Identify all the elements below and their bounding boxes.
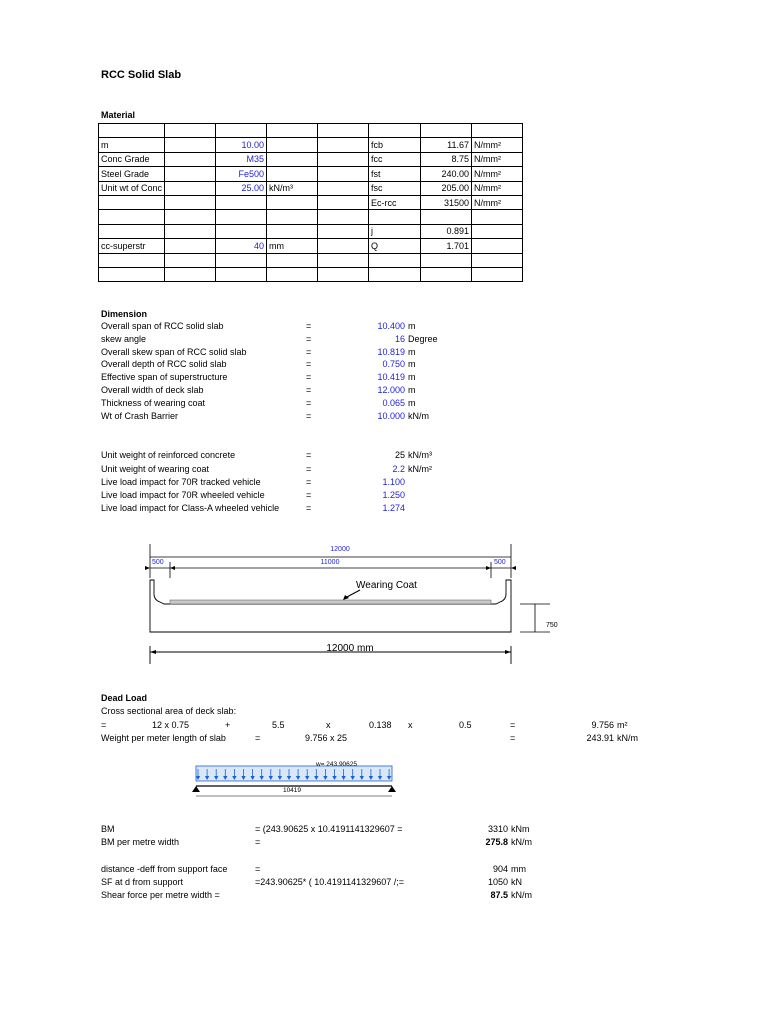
- material-cell: j: [369, 224, 421, 238]
- material-cell: [99, 253, 165, 267]
- material-cell: [472, 267, 523, 281]
- material-cell: Q: [369, 239, 421, 253]
- left-edge-label: 500: [152, 559, 164, 566]
- material-cell: [165, 152, 216, 166]
- material-cell: kN/m³: [267, 181, 318, 195]
- area-row-cell: =: [510, 720, 516, 730]
- material-cell: [318, 253, 369, 267]
- material-cell: [267, 224, 318, 238]
- area-row-cell: 0.138: [369, 720, 392, 730]
- material-cell: [267, 124, 318, 138]
- dimension-value: 10.419: [377, 372, 405, 383]
- material-cell: 240.00: [421, 167, 472, 181]
- material-cell: [472, 239, 523, 253]
- dimension-label: Effective span of superstructure: [101, 372, 228, 383]
- material-cell: fcc: [369, 152, 421, 166]
- material-cell: [267, 195, 318, 209]
- result-label: distance -deff from support face: [101, 864, 228, 874]
- dimension-value: 10.819: [377, 346, 405, 357]
- dimension-label: Overall span of RCC solid slab: [101, 321, 224, 331]
- material-cell: [267, 267, 318, 281]
- dimension-heading: Dimension: [101, 309, 148, 319]
- unit-weight-unit: kN/m³: [408, 450, 432, 460]
- unit-weight-value: 1.100: [382, 477, 405, 487]
- material-cell: [318, 124, 369, 138]
- material-cell: N/mm²: [472, 138, 523, 152]
- area-row-cell: 9.756: [591, 720, 614, 730]
- material-cell: [216, 195, 267, 209]
- page-title: RCC Solid Slab: [101, 69, 182, 81]
- material-cell: Conc Grade: [99, 152, 165, 166]
- material-cell: [421, 253, 472, 267]
- material-cell: [267, 152, 318, 166]
- material-cell: N/mm²: [472, 152, 523, 166]
- dimension-label: skew angle: [101, 333, 147, 344]
- dead-load-heading: Dead Load: [101, 693, 148, 703]
- unit-weight-eq: =: [306, 503, 312, 513]
- material-cell: [165, 210, 216, 224]
- dimension-value: 12.000: [377, 385, 405, 395]
- area-row-cell: 12 x 0.75: [152, 720, 190, 730]
- material-cell: 0.891: [421, 224, 472, 238]
- unit-weight-label: Live load impact for 70R tracked vehicle: [101, 477, 261, 487]
- material-table: [98, 123, 523, 282]
- material-cell: m: [99, 138, 165, 152]
- material-cell: 10.00: [216, 138, 267, 152]
- unit-weight-value: 25: [394, 450, 405, 460]
- area-row-cell: 0.5: [459, 720, 472, 730]
- weight-row-label: Weight per meter length of slab: [101, 733, 226, 743]
- unit-weight-value: 1.274: [382, 503, 405, 513]
- material-row: [99, 253, 523, 267]
- dimension-eq: =: [306, 372, 312, 383]
- dimension-eq: =: [306, 359, 312, 370]
- right-edge-label: 500: [494, 559, 506, 566]
- material-cell: [267, 210, 318, 224]
- material-cell: fcb: [369, 138, 421, 152]
- material-cell: [318, 224, 369, 238]
- material-cell: 8.75: [421, 152, 472, 166]
- material-cell: N/mm²: [472, 181, 523, 195]
- dimension-unit: Degree: [408, 333, 438, 344]
- material-cell: 31500: [421, 195, 472, 209]
- unit-weight-eq: =: [306, 464, 312, 474]
- material-cell: [165, 267, 216, 281]
- result-label: SF at d from support: [101, 877, 184, 887]
- unit-weight-value: 2.2: [392, 464, 405, 474]
- material-cell: [267, 138, 318, 152]
- material-row: [99, 239, 523, 253]
- result-value: 87.5: [490, 890, 508, 900]
- material-cell: [165, 167, 216, 181]
- result-value: 904: [492, 864, 508, 874]
- material-cell: [318, 267, 369, 281]
- dimension-eq: =: [306, 410, 312, 421]
- weight-row-eq2: =: [510, 733, 516, 743]
- dimension-eq: =: [306, 346, 312, 357]
- depth-label: 750: [546, 622, 558, 629]
- result-value: 275.8: [485, 837, 508, 847]
- material-cell: [421, 210, 472, 224]
- weight-row-expr: 9.756 x 25: [305, 733, 348, 743]
- dimension-unit: m: [408, 321, 416, 331]
- dimension-unit: m: [408, 346, 416, 357]
- material-row: [99, 124, 523, 138]
- dimension-label: Overall depth of RCC solid slab: [101, 359, 227, 370]
- material-cell: [267, 253, 318, 267]
- material-cell: [472, 124, 523, 138]
- material-cell: [318, 210, 369, 224]
- material-cell: [216, 253, 267, 267]
- span-label: 10419: [282, 787, 302, 794]
- material-cell: [318, 167, 369, 181]
- material-row: [99, 195, 523, 209]
- material-cell: Fe500: [216, 167, 267, 181]
- result-unit: kN/m: [511, 890, 532, 900]
- material-cell: [165, 181, 216, 195]
- material-cell: 205.00: [421, 181, 472, 195]
- material-cell: fst: [369, 167, 421, 181]
- dimension-value: 10.400: [377, 321, 405, 331]
- material-cell: [165, 239, 216, 253]
- material-cell: [318, 239, 369, 253]
- material-cell: [369, 253, 421, 267]
- material-row: [99, 181, 523, 195]
- area-row-cell: 5.5: [272, 720, 285, 730]
- unit-weight-label: Live load impact for 70R wheeled vehicle: [101, 490, 265, 500]
- area-row-cell: x: [326, 720, 331, 730]
- wearing-coat-layer: [170, 600, 491, 604]
- result-value: 1050: [487, 877, 508, 887]
- deck-section-figure: [140, 538, 570, 668]
- dimension-value: 0.065: [382, 397, 405, 408]
- material-cell: [369, 210, 421, 224]
- material-cell: [472, 210, 523, 224]
- material-cell: [216, 210, 267, 224]
- material-cell: [421, 267, 472, 281]
- dimension-value: 0.750: [382, 359, 405, 370]
- result-unit: kNm: [511, 824, 530, 834]
- material-cell: N/mm²: [472, 195, 523, 209]
- material-cell: Unit wt of Conc: [99, 181, 165, 195]
- material-cell: [369, 267, 421, 281]
- material-cell: [369, 124, 421, 138]
- unit-weight-eq: =: [306, 490, 312, 500]
- material-cell: [472, 224, 523, 238]
- material-cell: [318, 195, 369, 209]
- material-cell: fsc: [369, 181, 421, 195]
- result-value: 3310: [487, 824, 508, 834]
- area-row-cell: m²: [617, 720, 628, 730]
- area-label: Cross sectional area of deck slab:: [101, 706, 237, 716]
- material-cell: [165, 138, 216, 152]
- dimension-unit: m: [408, 397, 416, 408]
- dimension-unit: m: [408, 385, 416, 395]
- material-row: [99, 138, 523, 152]
- material-row: [99, 224, 523, 238]
- material-cell: [267, 167, 318, 181]
- unit-weight-label: Live load impact for Class-A wheeled vehicle: [101, 503, 280, 513]
- material-cell: [318, 181, 369, 195]
- material-cell: [216, 224, 267, 238]
- material-cell: [99, 267, 165, 281]
- total-width-label: 12000: [330, 546, 350, 553]
- material-cell: [318, 138, 369, 152]
- area-row-cell: x: [408, 720, 413, 730]
- dimension-value: 16: [394, 333, 405, 344]
- material-cell: cc-superstr: [99, 239, 165, 253]
- area-row-cell: +: [225, 720, 231, 730]
- dimension-unit: kN/m: [408, 410, 429, 421]
- dimension-label: Wt of Crash Barrier: [101, 410, 179, 421]
- unit-weight-unit: kN/m²: [408, 464, 432, 474]
- material-cell: [472, 253, 523, 267]
- material-cell: 1.701: [421, 239, 472, 253]
- result-label: BM per metre width: [101, 837, 180, 847]
- material-cell: M35: [216, 152, 267, 166]
- material-cell: mm: [267, 239, 318, 253]
- material-cell: [99, 124, 165, 138]
- result-expr: =243.90625* ( 10.4191141329607 /;=: [255, 877, 404, 887]
- material-row: [99, 210, 523, 224]
- material-cell: [99, 224, 165, 238]
- dimension-eq: =: [306, 321, 312, 331]
- material-cell: Steel Grade: [99, 167, 165, 181]
- weight-row-eq: =: [255, 733, 261, 743]
- material-cell: [216, 267, 267, 281]
- unit-weight-label: Unit weight of wearing coat: [101, 464, 210, 474]
- bottom-width-label: 12000 mm: [326, 643, 374, 654]
- dimension-eq: =: [306, 385, 312, 395]
- dimension-label: Overall skew span of RCC solid slab: [101, 346, 247, 357]
- material-cell: [99, 195, 165, 209]
- material-cell: [318, 152, 369, 166]
- result-unit: mm: [511, 864, 526, 874]
- inner-width-label: 11000: [320, 559, 340, 566]
- material-cell: 25.00: [216, 181, 267, 195]
- result-expr: =: [255, 837, 261, 847]
- material-cell: 11.67: [421, 138, 472, 152]
- material-cell: Ec-rcc: [369, 195, 421, 209]
- material-cell: N/mm²: [472, 167, 523, 181]
- unit-weight-value: 1.250: [382, 490, 405, 500]
- material-row: [99, 167, 523, 181]
- material-row: [99, 267, 523, 281]
- material-heading: Material: [101, 110, 136, 120]
- material-cell: [165, 224, 216, 238]
- result-unit: kN: [511, 877, 522, 887]
- result-unit: kN/m: [511, 837, 532, 847]
- material-cell: [165, 253, 216, 267]
- material-cell: [99, 210, 165, 224]
- result-expr: =: [255, 864, 261, 874]
- udl-value-label: w= 243.90625: [316, 761, 358, 768]
- dimension-eq: =: [306, 397, 312, 408]
- unit-weight-label: Unit weight of reinforced concrete: [101, 450, 236, 460]
- material-cell: [165, 124, 216, 138]
- result-label: BM: [101, 824, 115, 834]
- material-cell: [216, 124, 267, 138]
- dimension-label: Thickness of wearing coat: [101, 397, 206, 408]
- unit-weight-eq: =: [306, 477, 312, 487]
- area-row-cell: =: [101, 720, 107, 730]
- dimension-label: Overall width of deck slab: [101, 385, 204, 395]
- dimension-value: 10.000: [377, 410, 405, 421]
- udl-beam-figure: [188, 758, 408, 804]
- dimension-unit: m: [408, 372, 416, 383]
- result-label: Shear force per metre width =: [101, 890, 220, 900]
- wearing-coat-label: Wearing Coat: [356, 580, 417, 591]
- dimension-unit: m: [408, 359, 416, 370]
- dimension-eq: =: [306, 333, 312, 344]
- weight-row-unit: kN/m: [617, 733, 638, 743]
- material-cell: [421, 124, 472, 138]
- unit-weight-eq: =: [306, 450, 312, 460]
- material-cell: [165, 195, 216, 209]
- weight-row-value: 243.91: [586, 733, 614, 743]
- material-row: [99, 152, 523, 166]
- result-expr: = (243.90625 x 10.4191141329607 =: [255, 824, 403, 834]
- material-cell: 40: [216, 239, 267, 253]
